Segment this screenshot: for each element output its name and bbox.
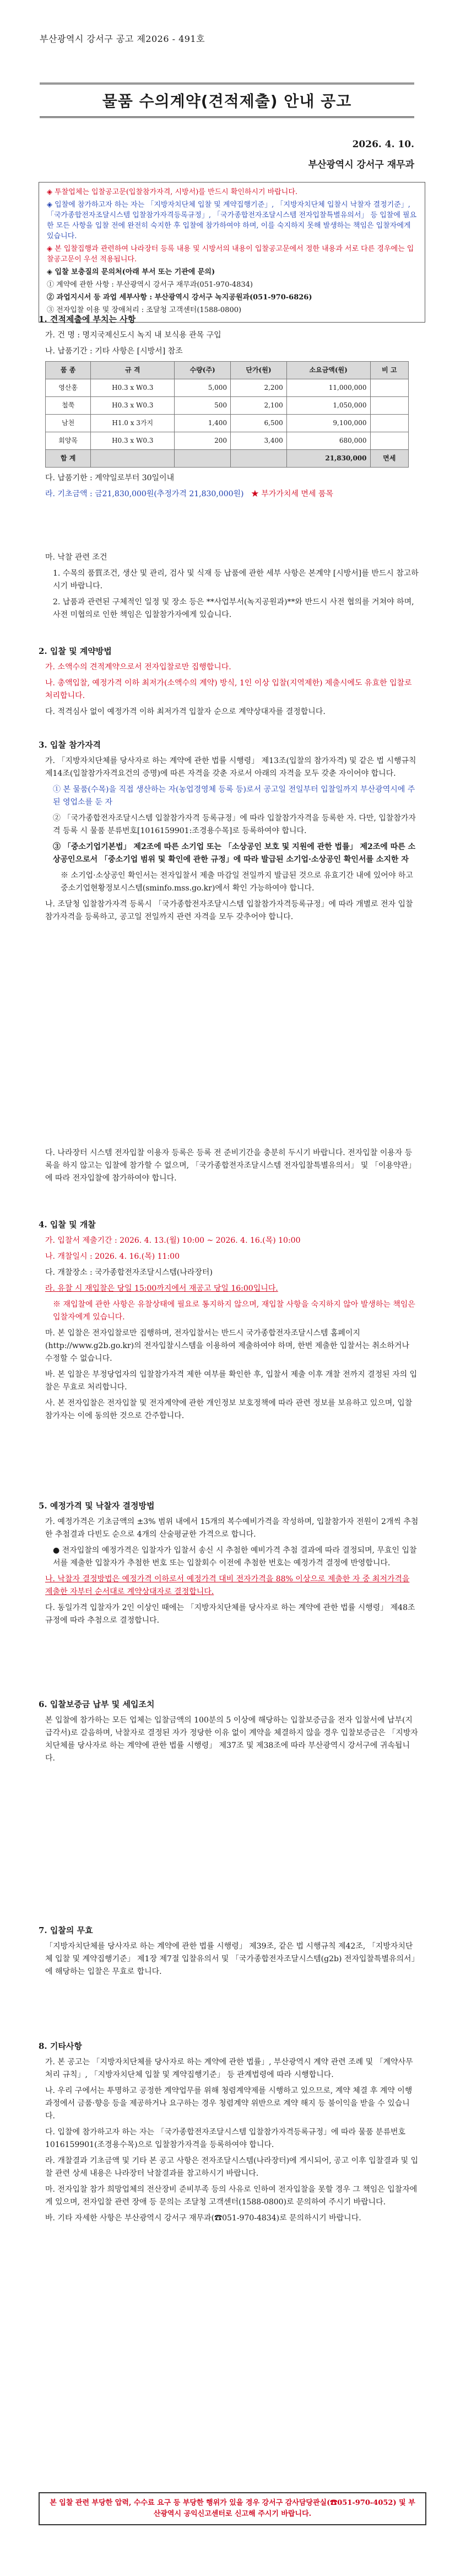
table-cell: 2,100 — [231, 397, 287, 415]
table-row — [46, 432, 409, 450]
table-cell: 2,200 — [231, 379, 287, 397]
section-item: 가. 입찰서 제출기간 : 2026. 4. 13.(월) 10:00 ~ 2026. 4. 16.(목) 10:00 — [45, 1236, 301, 1245]
table-cell: 3,400 — [231, 432, 287, 450]
section-item: 다. 납품기한 : 계약일로부터 30일이내 — [45, 474, 175, 482]
section-heading: 1. 견적제출에 부치는 사항 — [39, 314, 136, 324]
section-heading: 7. 입찰의 무효 — [39, 1925, 93, 1935]
section-item: ① 본 물품(수목)을 직접 생산하는 자(농업경영체 등록 등)로서 공고일 전일부터 입찰일까지 부산광역시에 주된 영업소를 둔 자 — [53, 785, 415, 807]
table-row — [46, 415, 409, 432]
section-item: 가. 건 명 : 명지국제신도시 녹지 내 보식용 관목 구입 — [45, 331, 221, 340]
table-cell: H0.3 x W0.3 — [91, 397, 175, 415]
section-item: 가. 예정가격은 기초금액의 ±3% 범위 내에서 15개의 복수예비가격을 작성하며, 입찰참가자 전원이 2개씩 추첨한 추첨결과 다빈도 순으로 4개의 산술평균한 가격으로 합니다. — [45, 1517, 419, 1539]
table-cell: 면세 — [370, 450, 409, 468]
table-cell — [231, 450, 287, 468]
section-heading: 4. 입찰 및 개찰 — [39, 1220, 96, 1230]
table-cell — [370, 432, 409, 450]
page-title: 물품 수의계약(견적제출) 안내 공고 — [40, 83, 414, 118]
table-cell: 영산홍 — [46, 379, 91, 397]
table-cell: 11,000,000 — [286, 379, 370, 397]
section-8 — [39, 2040, 419, 2228]
section-item: 바. 기타 자세한 사항은 부산광역시 강서구 재무과(☎051-970-4834)로 문의하시기 바랍니다. — [45, 2214, 361, 2223]
section-1 — [39, 313, 419, 504]
section-item: 가. 「지방자치단체를 당사자로 하는 계약에 관한 법률 시행령」 제13조(입찰의 참가자격) 및 같은 법 시행규칙 제14조(입찰참가자격요건의 증명)에 따른 자격을 갖춘 자로서 아래의 자격을 모두 갖춘 자이어야 합니다. — [45, 756, 416, 778]
table-cell: 500 — [175, 397, 231, 415]
items-table — [45, 361, 409, 468]
table-row — [46, 397, 409, 415]
notice-box — [39, 182, 425, 323]
section-heading: 2. 입찰 및 계약방법 — [39, 646, 112, 656]
table-cell: 남천 — [46, 415, 91, 432]
section-item: 나. 개찰일시 : 2026. 4. 16.(목) 11:00 — [45, 1252, 180, 1261]
section-heading: 마. 낙찰 관련 조건 — [45, 553, 107, 562]
section-item: 다. 나라장터 시스템 전자입찰 이용자 등록은 등록 전 준비기간을 충분히 두시기 바랍니다. 전자입찰 이용자 등록을 하지 않고는 입찰에 참가할 수 없으며, 「국가종합전자조달시스템 전자입찰특별유의서」 및 「이용약관」에 따라 전자입찰에 참가하여야 합니다. — [45, 1149, 416, 1183]
section-item: 다. 적격심사 없이 예정가격 이하 최저가격 입찰자 순으로 계약상대자를 결정합니다. — [45, 707, 326, 716]
table-cell: 9,100,000 — [286, 415, 370, 432]
notice-line: ◈ 본 입찰집행과 관련하여 나라장터 등록 내용 및 시방서의 내용이 입찰공고문에서 정한 내용과 서로 다른 경우에는 입찰공고문이 우선 적용됩니다. — [47, 245, 414, 264]
section-item: 마. 전자입찰 참가 희망업체의 전산장비 준비부족 등의 사유로 인하여 전자입찰을 못할 경우 그 책임은 입찰자에게 있으며, 전자입찰 관련 장애 등 문의는 조달청 고객센터(1588-0800)로 문의하여 주시기 바랍니다. — [45, 2185, 418, 2207]
table-header: 비 고 — [370, 362, 409, 379]
notice-line: ◈ 입찰에 참가하고자 하는 자는 「지방자치단체 입찰 및 계약집행기준」, 「지방자치단체 입찰시 낙찰자 결정기준」, 「국가종합전자조달시스템 입찰참가자격등록규정」, 「국가종합전자조달시스템 전자입찰특별유의서」 등 입찰에 필요한 모든 사항을 입찰 전에 완전히 숙지한 후 입찰에 참가하여야 하며, 이를 숙지하지 못해 발생하는 책임은 입찰자에게 있습니다. — [47, 201, 417, 240]
section-item: 나. 낙찰자 결정방법은 예정가격 이하로서 예정가격 대비 전자가격을 88% 이상으로 제출한 자 중 최저가격을 제출한 자부터 순서대로 계약상대자로 결정합니다. — [45, 1575, 410, 1596]
notice-step: ③ 전자입찰 이용 및 장애처리 : 조달청 고객센터(1588-0800) — [47, 306, 242, 314]
section-item: 가. 소액수의 견적계약으로서 전자입찰로만 집행합니다. — [45, 663, 231, 672]
section-heading: 3. 입찰 참가자격 — [39, 740, 101, 750]
section-item: 본 입찰에 참가하는 모든 업체는 입찰금액의 100분의 5 이상에 해당하는 입찰보증금을 전자 입찰서에 납부(지급각서)로 갈음하며, 낙찰자로 결정된 자가 정당한 이유 없이 계약을 체결하지 않을 경우 입찰보증금은 「지방자치단체를 당사자로 하는 계약에 관한 법률 시행령」 제37조 및 제38조에 따라 부산광역시 강서구에 귀속됩니다. — [45, 1716, 418, 1763]
announcement-date: 2026. 4. 10. — [352, 139, 414, 150]
table-cell — [370, 379, 409, 397]
table-header: 규 격 — [91, 362, 175, 379]
footer-notice: 본 입찰 관련 부당한 압력, 수수료 요구 등 부당한 행위가 있을 경우 강서구 감사담당관실(☎051-970-4052) 및 부산광역시 공익신고센터로 신고해 주시기 바랍니다. — [39, 2492, 426, 2525]
base-price: 라. 기초금액 : 금21,830,000원(추정가격 21,830,000원) — [45, 490, 244, 498]
section-item: 라. 개찰결과 기초금액 및 기타 본 공고 사항은 전자조달시스템(나라장터)에 게시되어, 공고 이후 입찰결과 및 입찰 관련 상세 내용은 나라장터 낙찰결과를 참고하시기 바랍니다. — [45, 2156, 419, 2178]
section-item — [45, 488, 419, 501]
section-2 — [39, 645, 419, 722]
section-item: 라. 유찰 시 재입찰은 당일 15:00까지에서 재공고 당일 16:00입니다. — [45, 1284, 278, 1293]
section-item: 다. 개찰장소 : 국가종합전자조달시스템(나라장터) — [45, 1268, 213, 1277]
table-cell: 합 계 — [46, 450, 91, 468]
section-heading: 8. 기타사항 — [39, 2041, 82, 2051]
table-header: 품 종 — [46, 362, 91, 379]
section-3 — [39, 739, 419, 927]
table-row — [46, 379, 409, 397]
section-item: 가. 본 공고는 「지방자치단체를 당사자로 하는 계약에 관한 법률」, 부산광역시 계약 관련 조례 및 「계약사무 처리 규칙」, 「지방자치단체 입찰 및 계약집행기준」 등 관계법령에 따라 시행합니다. — [45, 2058, 413, 2079]
table-cell: 1,050,000 — [286, 397, 370, 415]
section-4 — [39, 1219, 419, 1426]
table-cell: 21,830,000 — [286, 450, 370, 468]
table-cell — [175, 450, 231, 468]
section-item: 다. 동일가격 입찰자가 2인 이상인 때에는 「지방자치단체를 당사자로 하는 계약에 관한 법률 시행령」 제48조 규정에 따라 추첨으로 결정합니다. — [45, 1603, 415, 1625]
section-item: 나. 총액입찰, 예정가격 이하 최저가(소액수의 계약) 방식, 1인 이상 입찰(지역제한) 제출시에도 유효한 입찰로 처리합니다. — [45, 679, 412, 700]
table-cell: 680,000 — [286, 432, 370, 450]
table-cell: H1.0 x 3가지 — [91, 415, 175, 432]
table-cell: H0.3 x W0.3 — [91, 432, 175, 450]
section-item: 나. 조달청 입찰참가자격 등록시 「국가종합전자조달시스템 입찰참가자격등록규정」에 따라 개별로 전자 입찰참가자격을 등록하고, 공고일 전일까지 관련 자격을 모두 갖추어야 합니다. — [45, 900, 413, 921]
table-cell: 6,500 — [231, 415, 287, 432]
section-heading: 5. 예정가격 및 낙찰자 결정방법 — [39, 1501, 155, 1511]
table-header-row — [46, 362, 409, 379]
table-header: 단가(원) — [231, 362, 287, 379]
section-item: 바. 본 입찰은 부정당업자의 입찰참가자격 제한 여부를 확인한 후, 입찰서 제출 이후 개찰 전까지 결정된 자의 입찰은 무효로 처리합니다. — [45, 1370, 418, 1392]
section-item: 사. 본 전자입찰은 전자입찰 및 전자계약에 관한 개인정보 보호정책에 따라 관련 정보를 보유하고 있으며, 입찰 참가자는 이에 동의한 것으로 간주합니다. — [45, 1399, 413, 1420]
notice-line: ◈ 투찰업체는 입찰공고문(입찰참가자격, 시방서)를 반드시 확인하시기 바랍니다. — [47, 188, 298, 196]
table-cell: 1,400 — [175, 415, 231, 432]
section-6 — [39, 1698, 419, 1768]
table-cell — [370, 397, 409, 415]
notice-line: ◈ 입찰 보충질의 문의처(아래 부서 또는 기관에 문의) — [47, 268, 215, 276]
table-cell: 5,000 — [175, 379, 231, 397]
section-item: ● 전자입찰의 예정가격은 입찰자가 입찰서 송신 시 추첨한 예비가격 추첨 결과에 따라 결정되며, 무효인 입찰서를 제출한 입찰자가 추첨한 번호 또는 입찰회수 이전에 추첨한 번호는 예정가격 결정에 반영합니다. — [53, 1546, 417, 1568]
table-cell: 200 — [175, 432, 231, 450]
notice-step: ① 계약에 관한 사항 : 부산광역시 강서구 재무과(051-970-4834) — [47, 281, 253, 289]
section-note: ※ 재입찰에 관한 사항은 유찰상태에 필요로 통지하지 않으며, 재입찰 사항을 숙지하지 않아 발생하는 책임은 입찰자에게 있습니다. — [53, 1300, 415, 1322]
section-item: 마. 본 입찰은 전자입찰로만 집행하며, 전자입찰서는 반드시 국가종합전자조달시스템 홈페이지(http://www.g2b.go.kr)의 전자입찰시스템을 이용하여 제출하여야 하며, 한번 제출한 입찰서는 취소하거나 수정할 수 없습니다. — [45, 1329, 409, 1363]
section-3-cont — [39, 1147, 419, 1188]
table-header: 소요금액(원) — [286, 362, 370, 379]
announcement-org: 부산광역시 강서구 재무과 — [308, 159, 414, 170]
announcement-ref: 부산광역시 강서구 공고 제2026 - 491호 — [40, 34, 205, 44]
section-item: 나. 납품기간 : 기타 사항은 [시방서] 참조 — [45, 347, 183, 356]
section-heading: 6. 입찰보증금 납부 및 세입조치 — [39, 1699, 155, 1709]
section-5 — [39, 1500, 419, 1630]
table-total-row — [46, 450, 409, 468]
section-item: ③ 「중소기업기본법」 제2조에 따른 소기업 또는 「소상공인 보호 및 지원에 관한 법률」 제2조에 따른 소상공인으로서 「중소기업 범위 및 확인에 관한 규정」에 따라 발급된 소기업·소상공인 확인서를 소지한 자 — [53, 842, 416, 864]
section-item: 나. 우리 구에서는 투명하고 공정한 계약업무를 위해 청렴계약제를 시행하고 있으므로, 계약 체결 후 계약 이행 과정에서 금품·향응 등을 제공하거나 요구하는 경우 청렴계약 위반으로 계약 해지 등 불이익을 받을 수 있습니다. — [45, 2086, 413, 2121]
section-item: 1. 수목의 품質조건, 생산 및 관리, 검사 및 식재 등 납품에 관한 세부 사항은 본계약 [시방서]를 반드시 참고하시기 바랍니다. — [53, 569, 419, 591]
table-cell — [370, 415, 409, 432]
notice-step: ② 과업지시서 등 과업 세부사항 : 부산광역시 강서구 녹지공원과(051-970-6826) — [47, 293, 312, 302]
section-item: 다. 입찰에 참가하고자 하는 자는 「국가종합전자조달시스템 입찰참가자격등록규정」에 따라 물품 분류번호 1016159901(조경용수목)으로 입찰참가자격을 등록하여야 합니다. — [45, 2128, 406, 2149]
section-7 — [39, 1924, 419, 1982]
table-cell: 회양목 — [46, 432, 91, 450]
table-header: 수량(주) — [175, 362, 231, 379]
tax-note: ★ 부가가치세 면세 품목 — [251, 490, 333, 498]
section-conditions — [39, 551, 419, 625]
table-cell: 철쭉 — [46, 397, 91, 415]
table-cell: H0.3 x W0.3 — [91, 379, 175, 397]
table-cell — [91, 450, 175, 468]
section-item: 2. 납품과 관련된 구체적인 일정 및 장소 등은 **사업부서(녹지공원과)**와 반드시 사전 협의를 거쳐야 하며, 사전 미협의로 인한 책임은 입찰참가자에게 있습니다. — [53, 598, 414, 619]
section-item: ② 「국가종합전자조달시스템 입찰참가자격 등록규정」에 따라 입찰참가자격을 등록한 자. 다만, 입찰참가자격 등록 시 물품 분류번호[1016159901:조경용수목]로 등록하여야 합니다. — [53, 814, 416, 835]
section-item: 「지방자치단체를 당사자로 하는 계약에 관한 법률 시행령」 제39조, 같은 법 시행규칙 제42조, 「지방자치단체 입찰 및 계약집행기준」 제1장 제7절 입찰유의서 및 「국가종합전자조달시스템(g2b) 전자입찰특별유의서」에 해당하는 입찰은 무효로 합니다. — [45, 1942, 415, 1976]
section-note: ※ 소기업·소상공인 확인서는 전자입찰서 제출 마감일 전일까지 발급된 것으로 유효기간 내에 있어야 하고 중소기업현황정보시스템(sminfo.mss.go.kr)에서 확인 가능하여야 합니다. — [61, 871, 413, 893]
